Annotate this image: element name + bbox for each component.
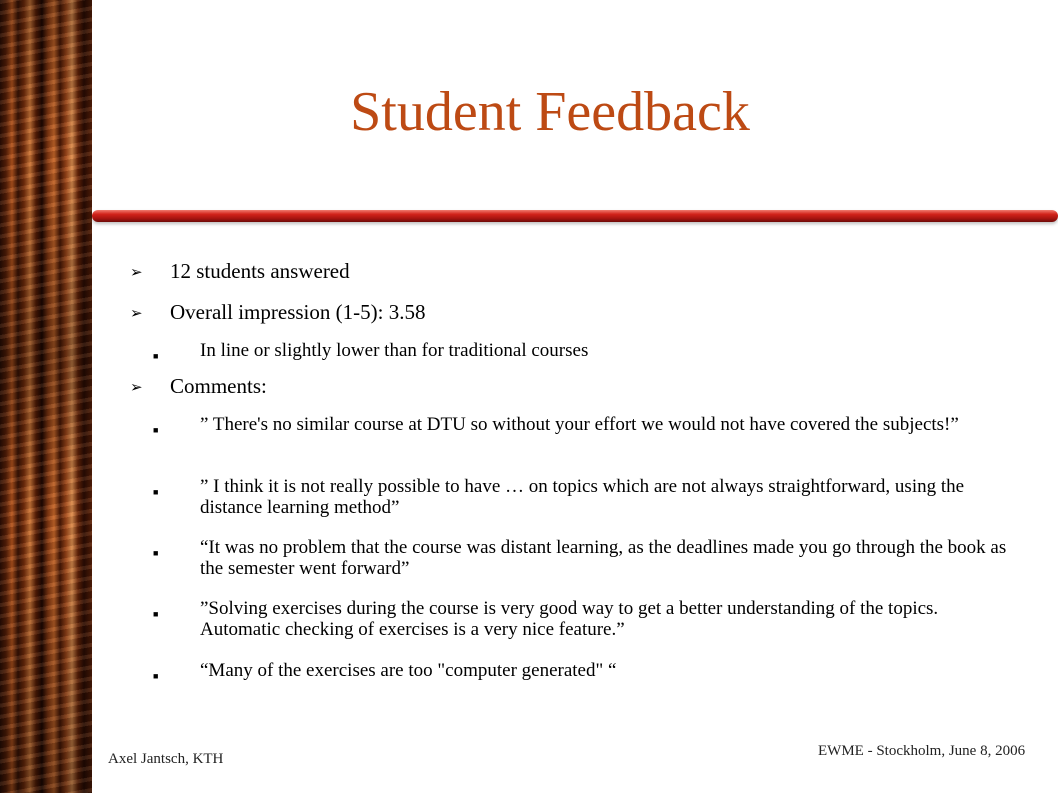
bullet-text: Comments:: [170, 374, 267, 398]
footer-event: EWME - Stockholm, June 8, 2006: [818, 743, 1026, 759]
arrow-bullet-icon: ➢: [130, 265, 143, 281]
sub-bullet-text: In line or slightly lower than for traditional courses: [200, 340, 589, 361]
comment-text: ” There's no similar course at DTU so without your effort we would not have covered the subjects!”: [200, 414, 959, 435]
arrow-bullet-icon: ➢: [130, 380, 143, 396]
comment-text: “It was no problem that the course was distant learning, as the deadlines made you go through the book as the semester went forward”: [200, 537, 1007, 579]
decorative-wood-strip: [0, 0, 92, 793]
square-bullet-icon: ■: [153, 351, 159, 361]
slide-title: Student Feedback: [350, 81, 750, 143]
arrow-bullet-icon: ➢: [130, 306, 143, 322]
title-divider: [92, 210, 1058, 222]
comment-text: ” I think it is not really possible to have … on topics which are not always straightforward, using the distance learning method”: [200, 476, 965, 518]
square-bullet-icon: ■: [153, 671, 159, 681]
bullet-text: Overall impression (1-5): 3.58: [170, 300, 426, 324]
square-bullet-icon: ■: [153, 487, 159, 497]
comment-text: “Many of the exercises are too "computer generated" “: [200, 660, 617, 681]
comment-text: ”Solving exercises during the course is very good way to get a better understanding of the topics. Automatic checking of exercises is a very nice feature.”: [200, 598, 939, 640]
square-bullet-icon: ■: [153, 609, 159, 619]
square-bullet-icon: ■: [153, 425, 159, 435]
footer-author: Axel Jantsch, KTH: [108, 751, 224, 767]
square-bullet-icon: ■: [153, 548, 159, 558]
bullet-text: 12 students answered: [170, 259, 350, 283]
